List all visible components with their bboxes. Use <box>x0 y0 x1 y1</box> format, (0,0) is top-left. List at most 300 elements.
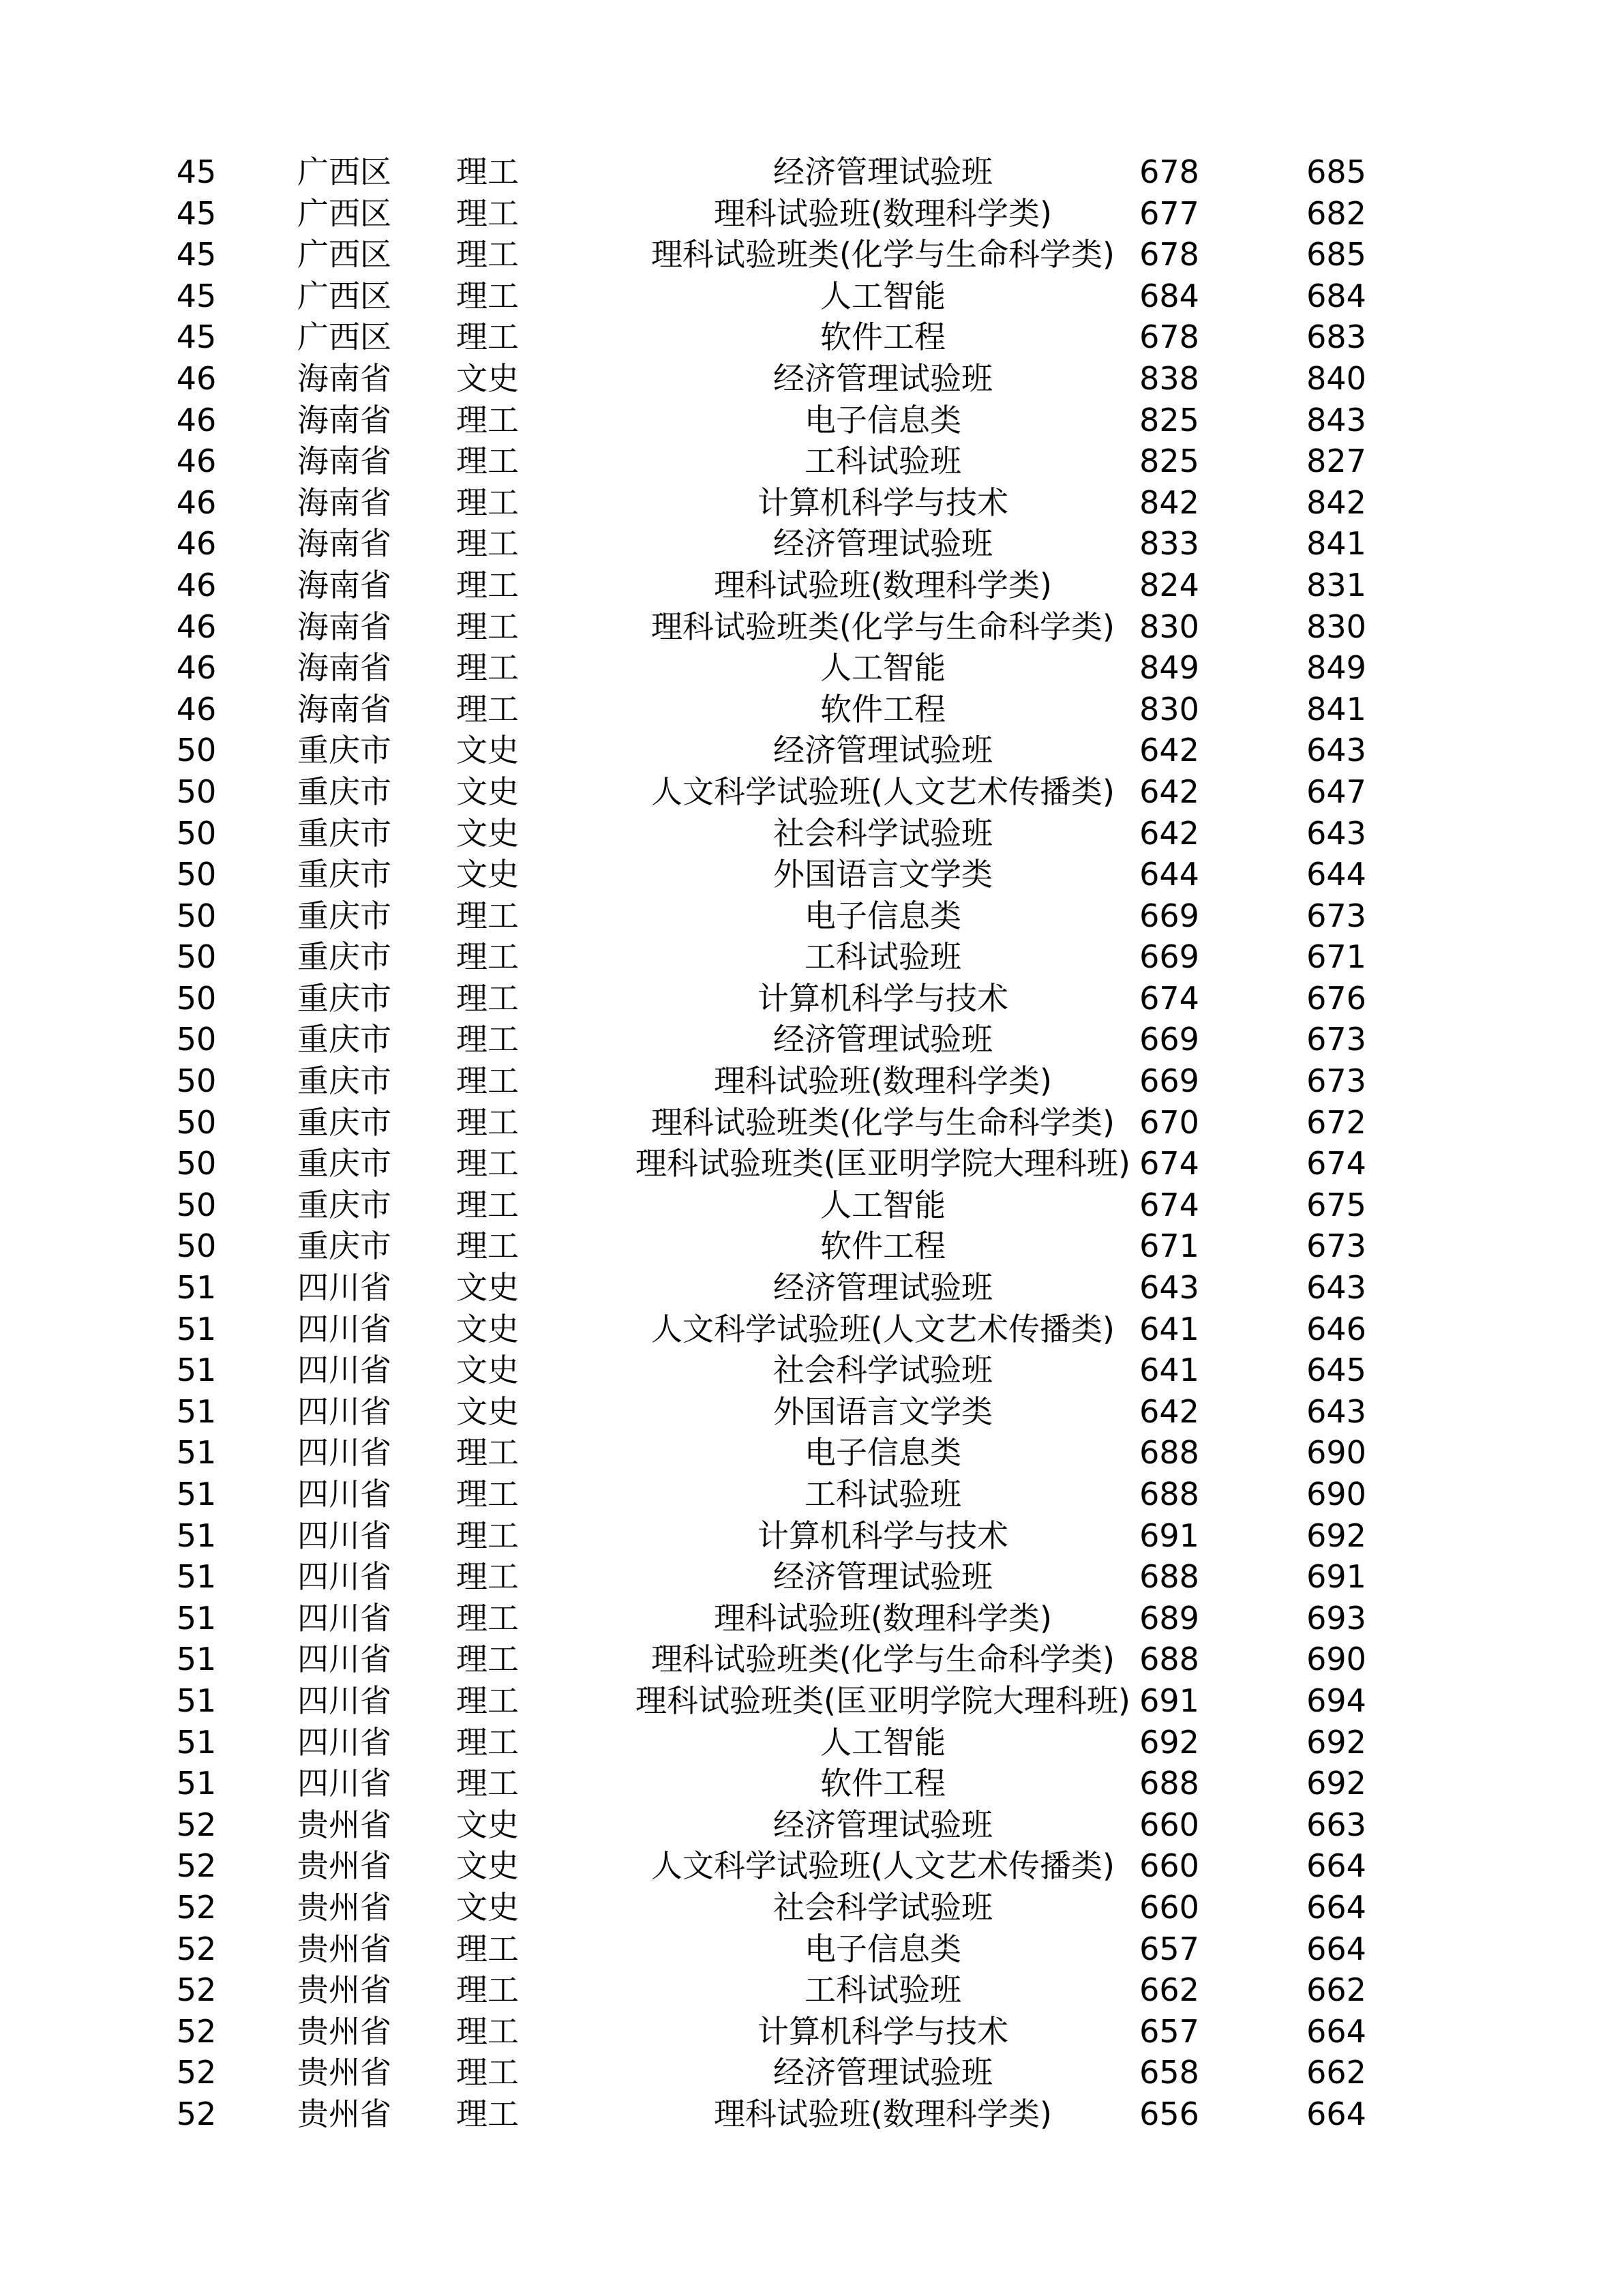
table-row <box>0 1019 1622 1060</box>
province-cell: 重庆市 <box>297 1021 391 1058</box>
min-score-cell: 830 <box>1139 608 1199 645</box>
table-row <box>0 358 1622 400</box>
table-row <box>0 978 1622 1019</box>
province-cell: 贵州省 <box>297 2012 391 2050</box>
subject-type-cell: 理工 <box>456 1103 519 1141</box>
major-cell: 计算机科学与技术 <box>757 1517 1008 1554</box>
min-score-cell: 838 <box>1139 359 1199 397</box>
province-code-cell: 46 <box>176 443 217 480</box>
max-score-cell: 673 <box>1306 1062 1366 1100</box>
table-row <box>0 771 1622 813</box>
min-score-cell: 669 <box>1139 1021 1199 1058</box>
min-score-cell: 671 <box>1139 1227 1199 1265</box>
province-code-cell: 51 <box>176 1765 217 1802</box>
major-cell: 人工智能 <box>820 277 946 314</box>
table-row <box>0 1184 1622 1226</box>
min-score-cell: 824 <box>1139 566 1199 603</box>
province-cell: 海南省 <box>297 525 391 563</box>
table-row <box>0 316 1622 358</box>
province-code-cell: 46 <box>176 690 217 728</box>
province-cell: 重庆市 <box>297 856 391 893</box>
min-score-cell: 669 <box>1139 1062 1199 1100</box>
max-score-cell: 643 <box>1306 732 1366 769</box>
min-score-cell: 669 <box>1139 938 1199 976</box>
province-cell: 海南省 <box>297 443 391 480</box>
table-row <box>0 1887 1622 1928</box>
province-code-cell: 51 <box>176 1434 217 1472</box>
max-score-cell: 643 <box>1306 1392 1366 1430</box>
province-code-cell: 51 <box>176 1599 217 1637</box>
province-cell: 四川省 <box>297 1599 391 1637</box>
province-code-cell: 45 <box>176 318 217 356</box>
province-cell: 贵州省 <box>297 1971 391 2009</box>
table-row <box>0 1845 1622 1887</box>
major-cell: 软件工程 <box>820 690 946 728</box>
province-cell: 广西区 <box>297 277 391 314</box>
major-cell: 理科试验班(数理科学类) <box>714 194 1052 232</box>
province-cell: 海南省 <box>297 566 391 603</box>
province-cell: 四川省 <box>297 1392 391 1430</box>
max-score-cell: 664 <box>1306 1930 1366 1967</box>
subject-type-cell: 理工 <box>456 1186 519 1223</box>
province-cell: 四川省 <box>297 1352 391 1389</box>
province-cell: 贵州省 <box>297 2054 391 2091</box>
province-cell: 四川省 <box>297 1517 391 1554</box>
major-cell: 理科试验班类(化学与生命科学类) <box>651 608 1115 645</box>
max-score-cell: 673 <box>1306 897 1366 934</box>
major-cell: 理科试验班类(化学与生命科学类) <box>651 236 1115 273</box>
province-cell: 四川省 <box>297 1641 391 1678</box>
table-row <box>0 936 1622 978</box>
max-score-cell: 676 <box>1306 979 1366 1017</box>
table-row <box>0 482 1622 524</box>
table-row <box>0 441 1622 482</box>
min-score-cell: 643 <box>1139 1269 1199 1307</box>
table-row <box>0 1804 1622 1846</box>
province-code-cell: 46 <box>176 525 217 563</box>
min-score-cell: 689 <box>1139 1599 1199 1637</box>
province-cell: 海南省 <box>297 690 391 728</box>
subject-type-cell: 理工 <box>456 194 519 232</box>
province-code-cell: 50 <box>176 814 217 852</box>
max-score-cell: 674 <box>1306 1145 1366 1182</box>
province-code-cell: 51 <box>176 1352 217 1389</box>
major-cell: 软件工程 <box>820 318 946 356</box>
major-cell: 工科试验班 <box>805 1476 961 1512</box>
province-code-cell: 46 <box>176 401 217 438</box>
max-score-cell: 672 <box>1306 1103 1366 1141</box>
major-cell: 理科试验班类(匡亚明学院大理科班) <box>635 1682 1130 1719</box>
province-cell: 海南省 <box>297 483 391 521</box>
max-score-cell: 643 <box>1306 1269 1366 1307</box>
max-score-cell: 690 <box>1306 1476 1366 1512</box>
province-code-cell: 50 <box>176 856 217 893</box>
subject-type-cell: 文史 <box>456 856 519 893</box>
province-cell: 重庆市 <box>297 1145 391 1182</box>
major-cell: 工科试验班 <box>805 938 961 976</box>
province-cell: 重庆市 <box>297 732 391 769</box>
subject-type-cell: 理工 <box>456 690 519 728</box>
max-score-cell: 662 <box>1306 2054 1366 2091</box>
max-score-cell: 644 <box>1306 856 1366 893</box>
table-row <box>0 813 1622 854</box>
max-score-cell: 842 <box>1306 483 1366 521</box>
max-score-cell: 664 <box>1306 2012 1366 2050</box>
province-cell: 重庆市 <box>297 1103 391 1141</box>
min-score-cell: 660 <box>1139 1806 1199 1843</box>
min-score-cell: 692 <box>1139 1723 1199 1761</box>
province-cell: 海南省 <box>297 649 391 687</box>
province-cell: 贵州省 <box>297 1806 391 1843</box>
province-code-cell: 50 <box>176 773 217 810</box>
min-score-cell: 660 <box>1139 1888 1199 1926</box>
major-cell: 软件工程 <box>820 1765 946 1802</box>
table-row <box>0 2052 1622 2093</box>
min-score-cell: 678 <box>1139 318 1199 356</box>
province-cell: 海南省 <box>297 608 391 645</box>
province-code-cell: 50 <box>176 1227 217 1265</box>
subject-type-cell: 理工 <box>456 2012 519 2050</box>
min-score-cell: 688 <box>1139 1476 1199 1512</box>
major-cell: 电子信息类 <box>805 1434 961 1472</box>
max-score-cell: 691 <box>1306 1558 1366 1596</box>
major-cell: 经济管理试验班 <box>773 1269 993 1307</box>
subject-type-cell: 文史 <box>456 1888 519 1926</box>
max-score-cell: 664 <box>1306 1847 1366 1885</box>
subject-type-cell: 理工 <box>456 1599 519 1637</box>
min-score-cell: 656 <box>1139 2095 1199 2132</box>
table-row <box>0 1432 1622 1474</box>
table-row <box>0 1143 1622 1184</box>
province-cell: 广西区 <box>297 153 391 190</box>
max-score-cell: 673 <box>1306 1227 1366 1265</box>
subject-type-cell: 理工 <box>456 1682 519 1719</box>
subject-type-cell: 理工 <box>456 979 519 1017</box>
subject-type-cell: 理工 <box>456 1930 519 1967</box>
subject-type-cell: 理工 <box>456 401 519 438</box>
province-cell: 四川省 <box>297 1765 391 1802</box>
province-cell: 贵州省 <box>297 1930 391 1967</box>
subject-type-cell: 理工 <box>456 1723 519 1761</box>
province-code-cell: 52 <box>176 1888 217 1926</box>
province-code-cell: 50 <box>176 732 217 769</box>
max-score-cell: 692 <box>1306 1723 1366 1761</box>
min-score-cell: 691 <box>1139 1517 1199 1554</box>
major-cell: 理科试验班类(化学与生命科学类) <box>651 1103 1115 1141</box>
province-code-cell: 52 <box>176 1930 217 1967</box>
table-row <box>0 523 1622 565</box>
major-cell: 工科试验班 <box>805 443 961 480</box>
subject-type-cell: 文史 <box>456 1310 519 1347</box>
min-score-cell: 849 <box>1139 649 1199 687</box>
major-cell: 社会科学试验班 <box>773 1352 993 1389</box>
major-cell: 人工智能 <box>820 1186 946 1223</box>
max-score-cell: 664 <box>1306 1888 1366 1926</box>
province-code-cell: 50 <box>176 897 217 934</box>
major-cell: 人文科学试验班(人文艺术传播类) <box>651 1847 1115 1885</box>
table-row <box>0 2011 1622 2053</box>
max-score-cell: 827 <box>1306 443 1366 480</box>
table-row <box>0 1225 1622 1267</box>
table-row <box>0 1763 1622 1804</box>
min-score-cell: 642 <box>1139 1392 1199 1430</box>
province-cell: 广西区 <box>297 194 391 232</box>
subject-type-cell: 理工 <box>456 649 519 687</box>
table-row <box>0 1722 1622 1763</box>
min-score-cell: 674 <box>1139 979 1199 1017</box>
major-cell: 电子信息类 <box>805 897 961 934</box>
province-code-cell: 50 <box>176 1062 217 1100</box>
province-code-cell: 50 <box>176 1103 217 1141</box>
major-cell: 计算机科学与技术 <box>757 483 1008 521</box>
table-row <box>0 1474 1622 1515</box>
province-code-cell: 51 <box>176 1558 217 1596</box>
table-row <box>0 1556 1622 1598</box>
min-score-cell: 674 <box>1139 1186 1199 1223</box>
province-code-cell: 50 <box>176 938 217 976</box>
province-code-cell: 52 <box>176 2054 217 2091</box>
table-row <box>0 689 1622 730</box>
table-row <box>0 1639 1622 1680</box>
score-table <box>0 151 1622 2135</box>
min-score-cell: 642 <box>1139 732 1199 769</box>
max-score-cell: 690 <box>1306 1434 1366 1472</box>
subject-type-cell: 理工 <box>456 525 519 563</box>
province-code-cell: 45 <box>176 236 217 273</box>
max-score-cell: 646 <box>1306 1310 1366 1347</box>
major-cell: 理科试验班(数理科学类) <box>714 566 1052 603</box>
table-row <box>0 1515 1622 1557</box>
table-row <box>0 1969 1622 2011</box>
province-code-cell: 52 <box>176 1806 217 1843</box>
major-cell: 经济管理试验班 <box>773 1558 993 1596</box>
major-cell: 理科试验班(数理科学类) <box>714 2095 1052 2132</box>
table-row <box>0 895 1622 937</box>
max-score-cell: 692 <box>1306 1765 1366 1802</box>
subject-type-cell: 理工 <box>456 2054 519 2091</box>
table-row <box>0 647 1622 689</box>
major-cell: 经济管理试验班 <box>773 153 993 190</box>
max-score-cell: 685 <box>1306 153 1366 190</box>
major-cell: 经济管理试验班 <box>773 1806 993 1843</box>
max-score-cell: 840 <box>1306 359 1366 397</box>
subject-type-cell: 理工 <box>456 1765 519 1802</box>
max-score-cell: 662 <box>1306 1971 1366 2009</box>
province-cell: 广西区 <box>297 236 391 273</box>
subject-type-cell: 理工 <box>456 1062 519 1100</box>
max-score-cell: 664 <box>1306 2095 1366 2132</box>
table-row <box>0 565 1622 606</box>
province-cell: 重庆市 <box>297 1186 391 1223</box>
province-code-cell: 50 <box>176 979 217 1017</box>
subject-type-cell: 理工 <box>456 443 519 480</box>
subject-type-cell: 理工 <box>456 2095 519 2132</box>
province-cell: 广西区 <box>297 318 391 356</box>
subject-type-cell: 理工 <box>456 1434 519 1472</box>
subject-type-cell: 理工 <box>456 1145 519 1182</box>
min-score-cell: 670 <box>1139 1103 1199 1141</box>
max-score-cell: 673 <box>1306 1021 1366 1058</box>
subject-type-cell: 理工 <box>456 318 519 356</box>
province-cell: 海南省 <box>297 401 391 438</box>
province-code-cell: 51 <box>176 1310 217 1347</box>
subject-type-cell: 理工 <box>456 1517 519 1554</box>
table-row <box>0 1102 1622 1144</box>
major-cell: 社会科学试验班 <box>773 1888 993 1926</box>
major-cell: 外国语言文学类 <box>773 856 993 893</box>
province-code-cell: 46 <box>176 483 217 521</box>
min-score-cell: 644 <box>1139 856 1199 893</box>
max-score-cell: 645 <box>1306 1352 1366 1389</box>
subject-type-cell: 理工 <box>456 1641 519 1678</box>
province-cell: 重庆市 <box>297 1062 391 1100</box>
max-score-cell: 683 <box>1306 318 1366 356</box>
major-cell: 经济管理试验班 <box>773 1021 993 1058</box>
min-score-cell: 669 <box>1139 897 1199 934</box>
province-code-cell: 51 <box>176 1392 217 1430</box>
subject-type-cell: 理工 <box>456 277 519 314</box>
province-cell: 重庆市 <box>297 1227 391 1265</box>
province-cell: 四川省 <box>297 1269 391 1307</box>
min-score-cell: 657 <box>1139 2012 1199 2050</box>
subject-type-cell: 文史 <box>456 773 519 810</box>
table-row <box>0 1598 1622 1639</box>
province-cell: 四川省 <box>297 1682 391 1719</box>
min-score-cell: 688 <box>1139 1641 1199 1678</box>
province-code-cell: 45 <box>176 277 217 314</box>
subject-type-cell: 文史 <box>456 1269 519 1307</box>
table-row <box>0 193 1622 235</box>
province-code-cell: 52 <box>176 1971 217 2009</box>
min-score-cell: 678 <box>1139 236 1199 273</box>
subject-type-cell: 理工 <box>456 897 519 934</box>
province-code-cell: 50 <box>176 1021 217 1058</box>
table-row <box>0 730 1622 771</box>
min-score-cell: 825 <box>1139 443 1199 480</box>
max-score-cell: 841 <box>1306 690 1366 728</box>
province-code-cell: 51 <box>176 1269 217 1307</box>
min-score-cell: 688 <box>1139 1434 1199 1472</box>
subject-type-cell: 文史 <box>456 814 519 852</box>
province-cell: 四川省 <box>297 1476 391 1512</box>
major-cell: 理科试验班(数理科学类) <box>714 1599 1052 1637</box>
subject-type-cell: 文史 <box>456 1847 519 1885</box>
subject-type-cell: 理工 <box>456 566 519 603</box>
subject-type-cell: 理工 <box>456 153 519 190</box>
major-cell: 人文科学试验班(人文艺术传播类) <box>651 773 1115 810</box>
table-row <box>0 151 1622 193</box>
max-score-cell: 643 <box>1306 814 1366 852</box>
subject-type-cell: 理工 <box>456 938 519 976</box>
table-row <box>0 606 1622 648</box>
major-cell: 计算机科学与技术 <box>757 2012 1008 2050</box>
min-score-cell: 830 <box>1139 690 1199 728</box>
subject-type-cell: 理工 <box>456 236 519 273</box>
province-cell: 重庆市 <box>297 897 391 934</box>
subject-type-cell: 文史 <box>456 1806 519 1843</box>
province-cell: 重庆市 <box>297 979 391 1017</box>
min-score-cell: 642 <box>1139 773 1199 810</box>
subject-type-cell: 文史 <box>456 1392 519 1430</box>
subject-type-cell: 文史 <box>456 1352 519 1389</box>
province-cell: 贵州省 <box>297 2095 391 2132</box>
province-code-cell: 45 <box>176 153 217 190</box>
major-cell: 理科试验班类(化学与生命科学类) <box>651 1641 1115 1678</box>
min-score-cell: 842 <box>1139 483 1199 521</box>
max-score-cell: 647 <box>1306 773 1366 810</box>
table-row <box>0 400 1622 441</box>
province-code-cell: 46 <box>176 359 217 397</box>
table-row <box>0 1309 1622 1350</box>
province-cell: 四川省 <box>297 1434 391 1472</box>
max-score-cell: 684 <box>1306 277 1366 314</box>
max-score-cell: 690 <box>1306 1641 1366 1678</box>
province-code-cell: 52 <box>176 2095 217 2132</box>
min-score-cell: 641 <box>1139 1352 1199 1389</box>
subject-type-cell: 文史 <box>456 732 519 769</box>
major-cell: 外国语言文学类 <box>773 1392 993 1430</box>
major-cell: 电子信息类 <box>805 1930 961 1967</box>
subject-type-cell: 理工 <box>456 483 519 521</box>
province-code-cell: 51 <box>176 1517 217 1554</box>
subject-type-cell: 理工 <box>456 1476 519 1512</box>
province-code-cell: 46 <box>176 608 217 645</box>
min-score-cell: 642 <box>1139 814 1199 852</box>
major-cell: 人工智能 <box>820 1723 946 1761</box>
min-score-cell: 684 <box>1139 277 1199 314</box>
province-code-cell: 51 <box>176 1682 217 1719</box>
province-code-cell: 50 <box>176 1145 217 1182</box>
province-cell: 四川省 <box>297 1310 391 1347</box>
province-code-cell: 51 <box>176 1476 217 1512</box>
max-score-cell: 694 <box>1306 1682 1366 1719</box>
subject-type-cell: 理工 <box>456 1971 519 2009</box>
min-score-cell: 657 <box>1139 1930 1199 1967</box>
province-code-cell: 52 <box>176 1847 217 1885</box>
subject-type-cell: 理工 <box>456 608 519 645</box>
table-row <box>0 854 1622 895</box>
min-score-cell: 825 <box>1139 401 1199 438</box>
min-score-cell: 678 <box>1139 153 1199 190</box>
major-cell: 社会科学试验班 <box>773 814 993 852</box>
max-score-cell: 841 <box>1306 525 1366 563</box>
subject-type-cell: 理工 <box>456 1021 519 1058</box>
table-row <box>0 2093 1622 2135</box>
province-code-cell: 51 <box>176 1641 217 1678</box>
major-cell: 工科试验班 <box>805 1971 961 2009</box>
province-cell: 贵州省 <box>297 1888 391 1926</box>
major-cell: 计算机科学与技术 <box>757 979 1008 1017</box>
subject-type-cell: 理工 <box>456 1227 519 1265</box>
province-code-cell: 51 <box>176 1723 217 1761</box>
max-score-cell: 831 <box>1306 566 1366 603</box>
major-cell: 经济管理试验班 <box>773 2054 993 2091</box>
max-score-cell: 682 <box>1306 194 1366 232</box>
max-score-cell: 671 <box>1306 938 1366 976</box>
min-score-cell: 691 <box>1139 1682 1199 1719</box>
major-cell: 经济管理试验班 <box>773 525 993 563</box>
max-score-cell: 663 <box>1306 1806 1366 1843</box>
province-cell: 重庆市 <box>297 938 391 976</box>
major-cell: 理科试验班类(匡亚明学院大理科班) <box>635 1145 1130 1182</box>
min-score-cell: 688 <box>1139 1765 1199 1802</box>
min-score-cell: 688 <box>1139 1558 1199 1596</box>
max-score-cell: 675 <box>1306 1186 1366 1223</box>
province-cell: 贵州省 <box>297 1847 391 1885</box>
major-cell: 人工智能 <box>820 649 946 687</box>
major-cell: 人文科学试验班(人文艺术传播类) <box>651 1310 1115 1347</box>
table-row <box>0 1350 1622 1391</box>
